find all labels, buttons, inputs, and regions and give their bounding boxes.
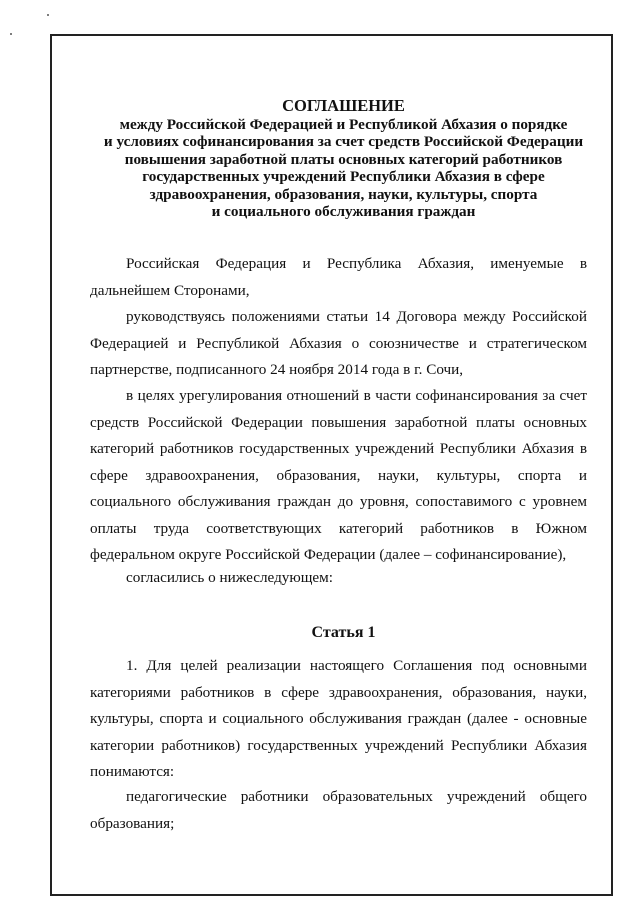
- scan-speck: [47, 14, 49, 16]
- title-line: повышения заработной платы основных категорий работников: [124, 150, 563, 168]
- document-title: [90, 97, 597, 221]
- title-line: и социального обслуживания граждан: [211, 203, 476, 220]
- title-line: государственных учреждений Республики Абхазия в сфере: [142, 168, 545, 185]
- title-line: между Российской Федерацией и Республикой Абхазия о порядке: [119, 115, 568, 133]
- title-main: СОГЛАШЕНИЕ: [282, 96, 405, 115]
- title-line: и условиях софинансирования за счет средств Российской Федерации: [103, 133, 584, 150]
- title-line: здравоохранения, образования, науки, культуры, спорта: [149, 185, 538, 203]
- article-heading: Статья 1: [311, 624, 376, 641]
- paragraph-agreed: согласились о нижеследующем:: [126, 569, 334, 586]
- scan-speck: [10, 33, 12, 35]
- article-paragraph-2: педагогические работники образовательных учреждений общего образования;: [90, 788, 587, 832]
- paragraph-purpose: в целях урегулирования отношений в части софинансирования за счет средств Российской Федерации повышения заработной платы основных категорий работников государственных учреждений Республики Абхазия в сфере здравоохранения, образования, науки, культуры, спорта и социального обслуживания граждан до уровня, сопоставимого с уровнем оплаты труда соответствующих категорий работников в Южном федеральном округе Российской Федерации (далее – софинансирование),: [90, 387, 587, 563]
- paragraph-parties: Российская Федерация и Республика Абхазия, именуемые в дальнейшем Сторонами,: [90, 255, 587, 299]
- paragraph-treaty: руководствуясь положениями статьи 14 Договора между Российской Федерацией и Республикой Абхазия о союзничестве и стратегическом партнерстве, подписанного 24 ноября 2014 года в г. Сочи,: [90, 308, 587, 378]
- article-paragraph-1: 1. Для целей реализации настоящего Соглашения под основными категориями работников в сфере здравоохранения, образования, науки, культуры, спорта и социального обслуживания граждан (далее - основные категории работников) государственных учреждений Республики Абхазия понимаются:: [90, 657, 587, 780]
